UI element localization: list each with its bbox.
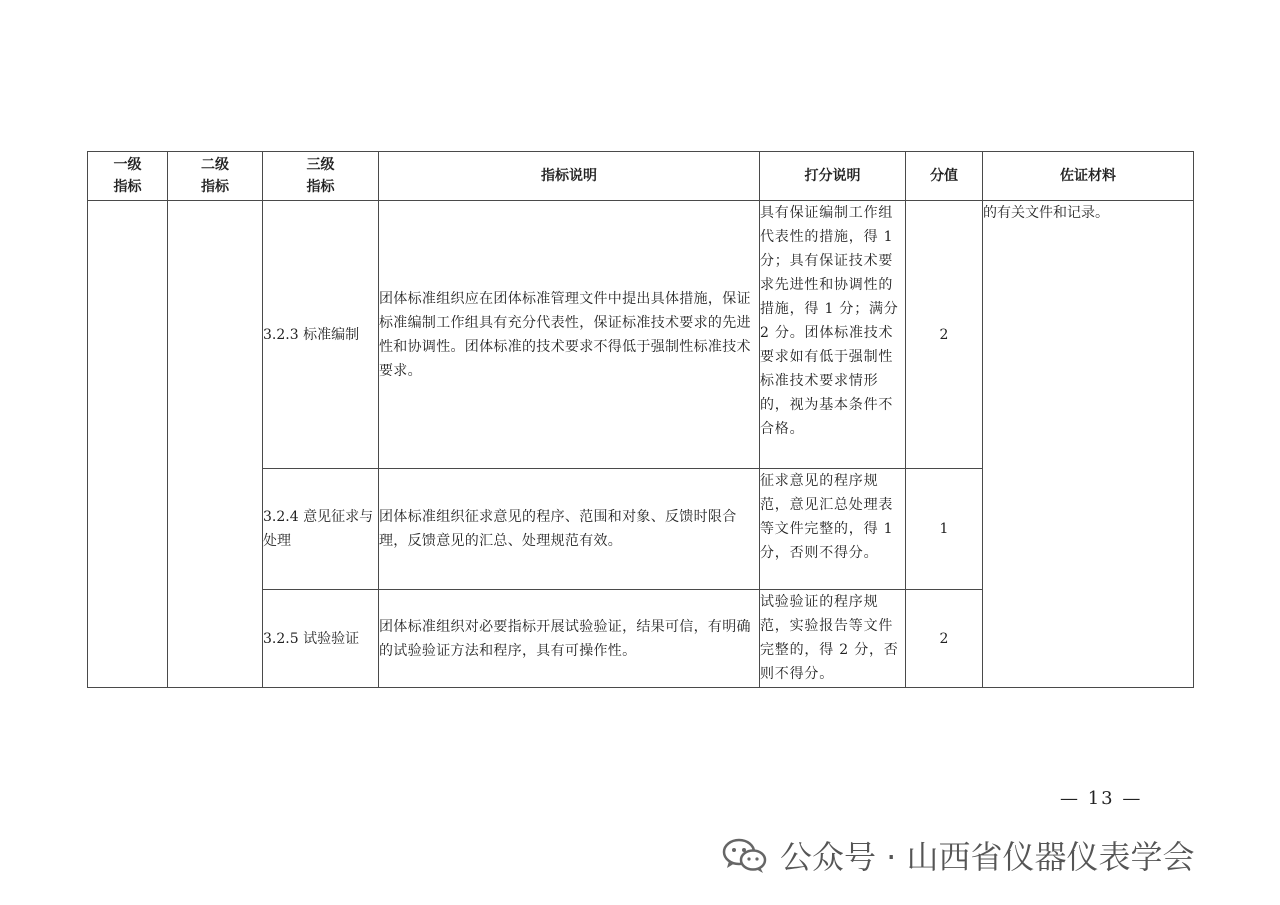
header-level3-line1: 三级: [306, 157, 335, 173]
description-cell: 团体标准组织应在团体标准管理文件中提出具体措施，保证标准编制工作组具有充分代表性，保证标准技术要求的先进性和协调性。团体标准的技术要求不得低于强制性标准技术要求。: [379, 201, 760, 469]
level3-cell: [263, 201, 379, 469]
header-level1: [88, 152, 168, 201]
evaluation-table: [87, 151, 1194, 688]
scoring-cell: 征求意见的程序规范，意见汇总处理表等文件完整的，得 1 分，否则不得分。: [760, 469, 906, 590]
description-cell: 团体标准组织征求意见的程序、范围和对象、反馈时限合理，反馈意见的汇总、处理规范有效。: [379, 469, 760, 590]
level1-cell: [88, 201, 168, 688]
header-scoring: 打分说明: [760, 152, 906, 201]
header-level1-line2: 指标: [113, 179, 142, 195]
header-material: 佐证材料: [983, 152, 1194, 201]
indicator-name: 标准编制: [303, 326, 360, 343]
header-level2-line2: 指标: [201, 179, 229, 195]
level2-cell: [168, 201, 263, 688]
header-level3: [263, 152, 379, 201]
scoring-cell: 试验验证的程序规范，实验报告等文件完整的，得 2 分，否则不得分。: [760, 590, 906, 688]
level3-cell: [263, 469, 379, 590]
indicator-code: 3.2.5: [263, 630, 299, 647]
indicator-name: 试验验证: [303, 630, 360, 647]
scoring-cell: 具有保证编制工作组代表性的措施，得 1 分；具有保证技术要求先进性和协调性的措施，得 1 分；满分 2 分。团体标准技术要求如有低于强制性标准技术要求情形的，视为基本条件不合格。: [760, 201, 906, 469]
material-cell: 的有关文件和记录。: [983, 201, 1194, 688]
level3-cell: [263, 590, 379, 688]
value-cell: 2: [906, 201, 983, 469]
indicator-code: 3.2.3: [263, 326, 299, 343]
header-level1-line1: 一级: [113, 157, 142, 173]
indicator-name: 意见征求与处理: [263, 509, 374, 549]
watermark-text: 公众号 · 山西省仪器仪表学会: [780, 838, 1195, 876]
value-cell: 1: [906, 469, 983, 590]
description-cell: 团体标准组织对必要指标开展试验验证，结果可信，有明确的试验验证方法和程序，具有可操作性。: [379, 590, 760, 688]
table-row: [88, 201, 1194, 469]
header-description: 指标说明: [379, 152, 760, 201]
indicator-code: 3.2.4: [263, 509, 299, 525]
header-level2: [168, 152, 263, 201]
page-number: — 13 —: [1060, 788, 1143, 809]
header-level2-line1: 二级: [201, 157, 229, 173]
table-header-row: [88, 152, 1194, 201]
header-value: 分值: [906, 152, 983, 201]
header-level3-line2: 指标: [306, 179, 335, 195]
wechat-icon: [720, 835, 770, 875]
value-cell: 2: [906, 590, 983, 688]
watermark: [720, 832, 1195, 878]
